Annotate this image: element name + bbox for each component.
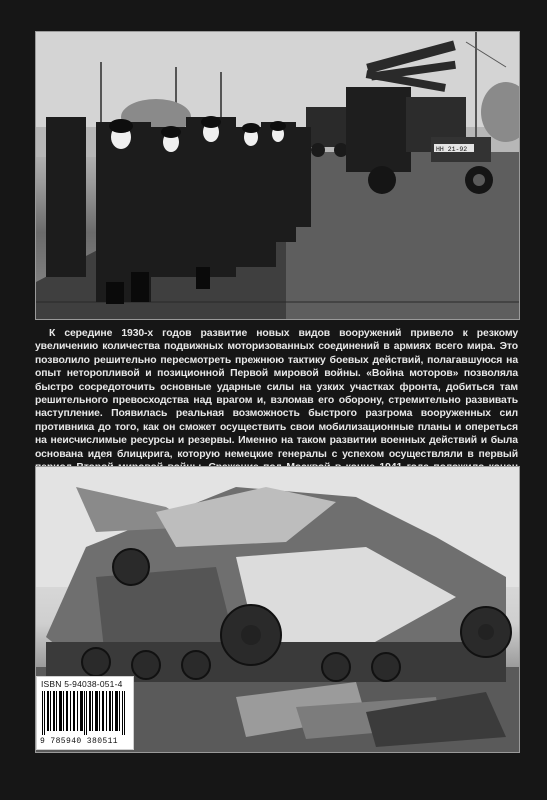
isbn-text: ISBN 5-94038-051-4 — [41, 679, 123, 689]
barcode-label — [36, 676, 134, 750]
ean-digits: 9 785940 380511 — [40, 737, 119, 746]
photo-illustration-top — [36, 32, 519, 319]
soldiers-marching-trucks-photo — [35, 31, 520, 320]
body-paragraph: К середине 1930-х годов развитие новых видов вооружений привело к резкому увеличению количества подвижных моторизованных соединений в армиях всего мира. Это позволило решительно пересмотреть прежнюю тактику боевых действий, полагавшуюся на опыт неторопливой и позиционной Первой мировой войны. «Война моторов» позволяла быстро сосредоточить основные ударные силы на узких участках фронта, добиться там решительного превосходства над врагом и, взломав его оборону, стремительно развивать наступление. Появилась реальная возможность быстрого разгрома вооруженных сил противника до того, как он сможет осуществить свои мобилизационные планы и опереться на неисчислимые ресурсы и резервы. Именно на таком развитии военных действий и была основана идея блицкрига, которую немецкие генералы с успехом осуществляли в первый — [35, 328, 518, 460]
barcode-icon — [42, 691, 128, 735]
license-plate: НН 21-92 — [436, 146, 468, 153]
body-text — [35, 327, 518, 488]
